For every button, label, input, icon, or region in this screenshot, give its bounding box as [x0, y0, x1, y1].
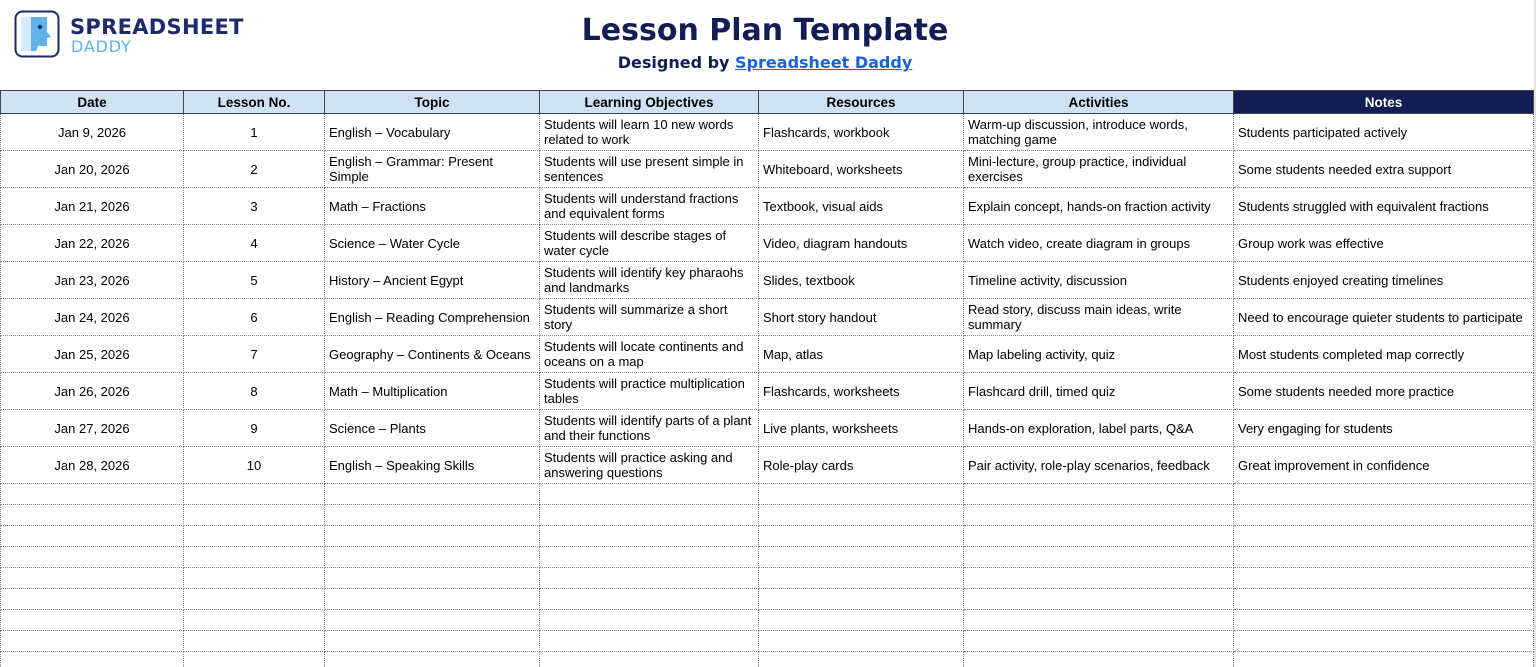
empty-table-row [1, 631, 1534, 652]
lesson-no-cell[interactable]: 10 [184, 447, 325, 484]
empty-cell[interactable] [1234, 652, 1534, 667]
empty-cell[interactable] [540, 526, 759, 547]
page-subtitle [0, 53, 1530, 72]
notes-cell[interactable]: Some students needed more practice [1234, 373, 1534, 410]
logo-text-spreadsheet: SPREADSHEET [70, 15, 244, 39]
empty-cell[interactable] [540, 568, 759, 589]
activities-cell[interactable]: Watch video, create diagram in groups [964, 225, 1234, 262]
objectives-cell[interactable]: Students will use present simple in sentences [540, 151, 759, 188]
table-row [1, 447, 1534, 484]
resources-cell[interactable]: Role-play cards [759, 447, 964, 484]
resources-cell[interactable]: Flashcards, worksheets [759, 373, 964, 410]
topic-cell[interactable]: English – Vocabulary [325, 114, 540, 151]
table-row [1, 336, 1534, 373]
empty-cell[interactable] [759, 484, 964, 505]
topic-cell[interactable]: Science – Plants [325, 410, 540, 447]
empty-cell[interactable] [759, 505, 964, 526]
lesson-no-cell[interactable]: 4 [184, 225, 325, 262]
table-row [1, 151, 1534, 188]
notes-cell[interactable]: Students struggled with equivalent fractions [1234, 188, 1534, 225]
empty-cell[interactable] [540, 484, 759, 505]
activities-cell[interactable]: Read story, discuss main ideas, write summary [964, 299, 1234, 336]
objectives-cell[interactable]: Students will describe stages of water cycle [540, 225, 759, 262]
page-title: Lesson Plan Template [581, 13, 949, 48]
topic-cell[interactable]: Math – Multiplication [325, 373, 540, 410]
subtitle-prefix: Designed by [617, 53, 736, 72]
date-cell[interactable]: Jan 20, 2026 [1, 151, 184, 188]
lesson-no-cell[interactable]: 5 [184, 262, 325, 299]
empty-cell[interactable] [1234, 526, 1534, 547]
empty-cell[interactable] [759, 610, 964, 631]
resources-cell[interactable]: Short story handout [759, 299, 964, 336]
topic-cell[interactable]: Math – Fractions [325, 188, 540, 225]
activities-cell[interactable]: Flashcard drill, timed quiz [964, 373, 1234, 410]
topic-cell[interactable]: Science – Water Cycle [325, 225, 540, 262]
spreadsheet-daddy-link[interactable]: Spreadsheet Daddy [735, 53, 913, 72]
activities-cell[interactable]: Hands-on exploration, label parts, Q&A [964, 410, 1234, 447]
lesson-no-cell[interactable]: 6 [184, 299, 325, 336]
empty-table-row [1, 652, 1534, 667]
resources-cell[interactable]: Flashcards, workbook [759, 114, 964, 151]
empty-table-row [1, 505, 1534, 526]
empty-table-row [1, 589, 1534, 610]
notes-cell[interactable]: Need to encourage quieter students to participate [1234, 299, 1534, 336]
date-cell[interactable]: Jan 9, 2026 [1, 114, 184, 151]
date-cell[interactable]: Jan 28, 2026 [1, 447, 184, 484]
empty-cell[interactable] [540, 631, 759, 652]
empty-cell[interactable] [1, 547, 184, 568]
empty-cell[interactable] [1, 652, 184, 667]
date-cell[interactable]: Jan 22, 2026 [1, 225, 184, 262]
empty-table-row [1, 547, 1534, 568]
objectives-cell[interactable]: Students will summarize a short story [540, 299, 759, 336]
empty-cell[interactable] [1, 526, 184, 547]
empty-cell[interactable] [1234, 547, 1534, 568]
notes-cell[interactable]: Great improvement in confidence [1234, 447, 1534, 484]
empty-cell[interactable] [184, 547, 325, 568]
topic-cell[interactable]: Geography – Continents & Oceans [325, 336, 540, 373]
empty-cell[interactable] [184, 589, 325, 610]
empty-cell[interactable] [325, 547, 540, 568]
empty-cell[interactable] [1234, 610, 1534, 631]
empty-table-row [1, 526, 1534, 547]
empty-cell[interactable] [1, 505, 184, 526]
empty-cell[interactable] [540, 505, 759, 526]
column-header-activities[interactable]: Activities [964, 91, 1234, 114]
empty-cell[interactable] [184, 631, 325, 652]
activities-cell[interactable]: Explain concept, hands-on fraction activity [964, 188, 1234, 225]
empty-cell[interactable] [759, 568, 964, 589]
empty-cell[interactable] [1234, 568, 1534, 589]
table-row [1, 373, 1534, 410]
table-row [1, 410, 1534, 447]
column-header-topic[interactable]: Topic [325, 91, 540, 114]
column-header-lesson-no[interactable]: Lesson No. [184, 91, 325, 114]
resources-cell[interactable]: Video, diagram handouts [759, 225, 964, 262]
activities-cell[interactable]: Mini-lecture, group practice, individual exercises [964, 151, 1234, 188]
table-row [1, 299, 1534, 336]
date-cell[interactable]: Jan 23, 2026 [1, 262, 184, 299]
empty-cell[interactable] [1, 610, 184, 631]
topic-cell[interactable]: English – Grammar: Present Simple [325, 151, 540, 188]
column-header-date[interactable]: Date [1, 91, 184, 114]
empty-cell[interactable] [759, 547, 964, 568]
date-cell[interactable]: Jan 26, 2026 [1, 373, 184, 410]
resources-cell[interactable]: Live plants, worksheets [759, 410, 964, 447]
empty-cell[interactable] [759, 589, 964, 610]
empty-cell[interactable] [325, 484, 540, 505]
notes-cell[interactable]: Most students completed map correctly [1234, 336, 1534, 373]
objectives-cell[interactable]: Students will learn 10 new words related to work [540, 114, 759, 151]
empty-table-row [1, 568, 1534, 589]
topic-cell[interactable]: History – Ancient Egypt [325, 262, 540, 299]
empty-cell[interactable] [964, 484, 1234, 505]
empty-cell[interactable] [964, 631, 1234, 652]
empty-table-row [1, 484, 1534, 505]
header-row [1, 91, 1534, 114]
empty-cell[interactable] [964, 526, 1234, 547]
notes-cell[interactable]: Students participated actively [1234, 114, 1534, 151]
date-cell[interactable]: Jan 21, 2026 [1, 188, 184, 225]
empty-cell[interactable] [964, 547, 1234, 568]
empty-cell[interactable] [1, 631, 184, 652]
empty-cell[interactable] [184, 505, 325, 526]
empty-cell[interactable] [759, 526, 964, 547]
notes-cell[interactable]: Some students needed extra support [1234, 151, 1534, 188]
lesson-no-cell[interactable]: 2 [184, 151, 325, 188]
lesson-no-cell[interactable]: 3 [184, 188, 325, 225]
lesson-no-cell[interactable]: 9 [184, 410, 325, 447]
date-cell[interactable]: Jan 25, 2026 [1, 336, 184, 373]
empty-cell[interactable] [325, 631, 540, 652]
lesson-no-cell[interactable]: 1 [184, 114, 325, 151]
resources-cell[interactable]: Whiteboard, worksheets [759, 151, 964, 188]
empty-cell[interactable] [759, 631, 964, 652]
empty-cell[interactable] [184, 526, 325, 547]
empty-cell[interactable] [325, 568, 540, 589]
empty-cell[interactable] [184, 484, 325, 505]
empty-cell[interactable] [325, 589, 540, 610]
date-cell[interactable]: Jan 27, 2026 [1, 410, 184, 447]
lesson-plan-table [0, 90, 1534, 667]
activities-cell[interactable]: Pair activity, role-play scenarios, feedback [964, 447, 1234, 484]
resources-cell[interactable]: Textbook, visual aids [759, 188, 964, 225]
notes-cell[interactable]: Students enjoyed creating timelines [1234, 262, 1534, 299]
empty-cell[interactable] [325, 526, 540, 547]
empty-cell[interactable] [540, 589, 759, 610]
table-row [1, 114, 1534, 151]
table-body [1, 114, 1534, 667]
empty-cell[interactable] [540, 610, 759, 631]
empty-cell[interactable] [964, 568, 1234, 589]
date-cell[interactable]: Jan 24, 2026 [1, 299, 184, 336]
empty-cell[interactable] [964, 610, 1234, 631]
empty-cell[interactable] [964, 652, 1234, 667]
empty-cell[interactable] [759, 652, 964, 667]
empty-cell[interactable] [1, 589, 184, 610]
activities-cell[interactable]: Timeline activity, discussion [964, 262, 1234, 299]
table-row [1, 262, 1534, 299]
empty-cell[interactable] [964, 589, 1234, 610]
notes-cell[interactable]: Very engaging for students [1234, 410, 1534, 447]
notes-cell[interactable]: Group work was effective [1234, 225, 1534, 262]
column-header-notes[interactable]: Notes [1234, 91, 1534, 114]
table-row [1, 188, 1534, 225]
empty-cell[interactable] [325, 610, 540, 631]
topic-cell[interactable]: English – Reading Comprehension [325, 299, 540, 336]
empty-cell[interactable] [325, 652, 540, 667]
empty-cell[interactable] [184, 652, 325, 667]
empty-cell[interactable] [1, 484, 184, 505]
objectives-cell[interactable]: Students will locate continents and oceans on a map [540, 336, 759, 373]
resources-cell[interactable]: Slides, textbook [759, 262, 964, 299]
empty-cell[interactable] [1234, 631, 1534, 652]
empty-cell[interactable] [1234, 484, 1534, 505]
objectives-cell[interactable]: Students will identify parts of a plant and their functions [540, 410, 759, 447]
column-header-learning-objectives[interactable]: Learning Objectives [540, 91, 759, 114]
empty-cell[interactable] [540, 547, 759, 568]
empty-cell[interactable] [1234, 589, 1534, 610]
empty-cell[interactable] [540, 652, 759, 667]
empty-cell[interactable] [1234, 505, 1534, 526]
empty-cell[interactable] [1, 568, 184, 589]
empty-cell[interactable] [184, 568, 325, 589]
logo-text-daddy: DADDY [71, 37, 132, 56]
column-header-resources[interactable]: Resources [759, 91, 964, 114]
table-row [1, 225, 1534, 262]
objectives-cell[interactable]: Students will understand fractions and equivalent forms [540, 188, 759, 225]
empty-table-row [1, 610, 1534, 631]
empty-cell[interactable] [325, 505, 540, 526]
empty-cell[interactable] [184, 610, 325, 631]
resources-cell[interactable]: Map, atlas [759, 336, 964, 373]
lesson-no-cell[interactable]: 7 [184, 336, 325, 373]
empty-cell[interactable] [964, 505, 1234, 526]
activities-cell[interactable]: Map labeling activity, quiz [964, 336, 1234, 373]
objectives-cell[interactable]: Students will practice asking and answering questions [540, 447, 759, 484]
objectives-cell[interactable]: Students will practice multiplication tables [540, 373, 759, 410]
objectives-cell[interactable]: Students will identify key pharaohs and landmarks [540, 262, 759, 299]
topic-cell[interactable]: English – Speaking Skills [325, 447, 540, 484]
lesson-no-cell[interactable]: 8 [184, 373, 325, 410]
activities-cell[interactable]: Warm-up discussion, introduce words, matching game [964, 114, 1234, 151]
page-header [0, 0, 1536, 90]
